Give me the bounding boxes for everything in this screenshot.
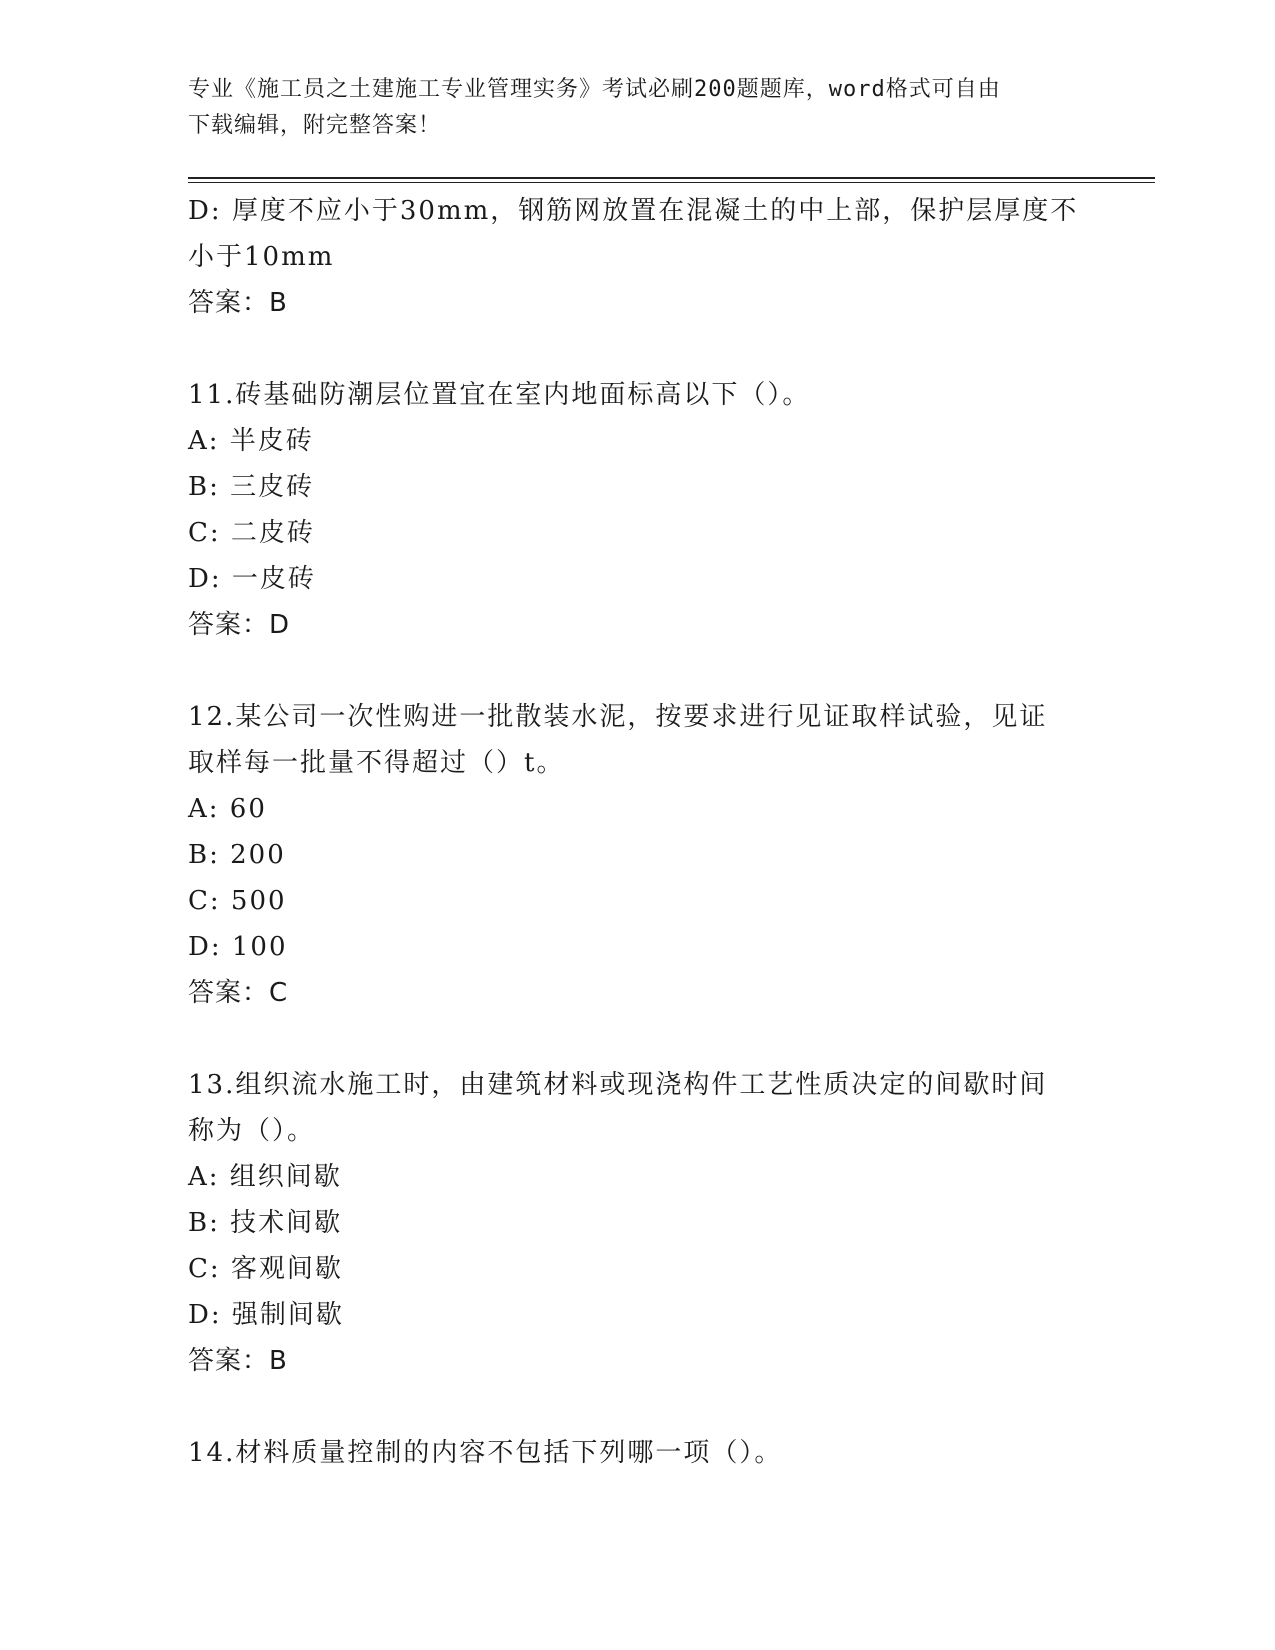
option-a: A: 60 <box>188 794 267 824</box>
answer-line: 答案：B <box>188 1346 288 1376</box>
option-d: D: 一皮砖 <box>188 564 316 594</box>
answer-line: 答案：C <box>188 978 289 1008</box>
question-stem: 14.材料质量控制的内容不包括下列哪一项（）。 <box>188 1438 783 1468</box>
header-divider-thick <box>188 177 1155 179</box>
header-line-2: 下载编辑，附完整答案！ <box>188 113 442 138</box>
option-a: A: 半皮砖 <box>188 426 314 456</box>
spacer <box>188 326 1088 372</box>
header-line-1: 专业《施工员之土建施工专业管理实务》考试必刷200题题库，word格式可自由 <box>188 77 1001 102</box>
option-d-line-2: 小于10mm <box>188 242 335 272</box>
question-13 <box>188 1062 1088 1384</box>
spacer <box>188 1016 1088 1062</box>
option-d: D: 强制间歇 <box>188 1300 344 1330</box>
option-a: A: 组织间歇 <box>188 1162 342 1192</box>
option-d-line-1: D: 厚度不应小于30mm，钢筋网放置在混凝土的中上部，保护层厚度不 <box>188 196 1079 226</box>
option-d: D: 100 <box>188 932 288 962</box>
question-stem-line-1: 13.组织流水施工时，由建筑材料或现浇构件工艺性质决定的间歇时间 <box>188 1070 1048 1100</box>
question-stem: 11.砖基础防潮层位置宜在室内地面标高以下（）。 <box>188 380 811 410</box>
question-stem-line-2: 称为（）。 <box>188 1116 316 1146</box>
option-c: C: 客观间歇 <box>188 1254 343 1284</box>
question-stem-line-1: 12.某公司一次性购进一批散装水泥，按要求进行见证取样试验，见证 <box>188 702 1048 732</box>
question-11 <box>188 372 1088 648</box>
option-b: B: 200 <box>188 840 286 870</box>
option-b: B: 三皮砖 <box>188 472 315 502</box>
question-10-tail <box>188 188 1088 326</box>
option-c: C: 二皮砖 <box>188 518 315 548</box>
spacer <box>188 1384 1088 1430</box>
question-stem-line-2: 取样每一批量不得超过（）t。 <box>188 748 565 778</box>
header-divider-thin <box>188 182 1155 183</box>
spacer <box>188 648 1088 694</box>
document-header <box>188 72 1088 144</box>
option-c: C: 500 <box>188 886 287 916</box>
answer-line: 答案：D <box>188 610 291 640</box>
question-list <box>188 188 1088 1476</box>
option-b: B: 技术间歇 <box>188 1208 343 1238</box>
answer-line: 答案：B <box>188 288 288 318</box>
question-12 <box>188 694 1088 1016</box>
question-14 <box>188 1430 1088 1476</box>
